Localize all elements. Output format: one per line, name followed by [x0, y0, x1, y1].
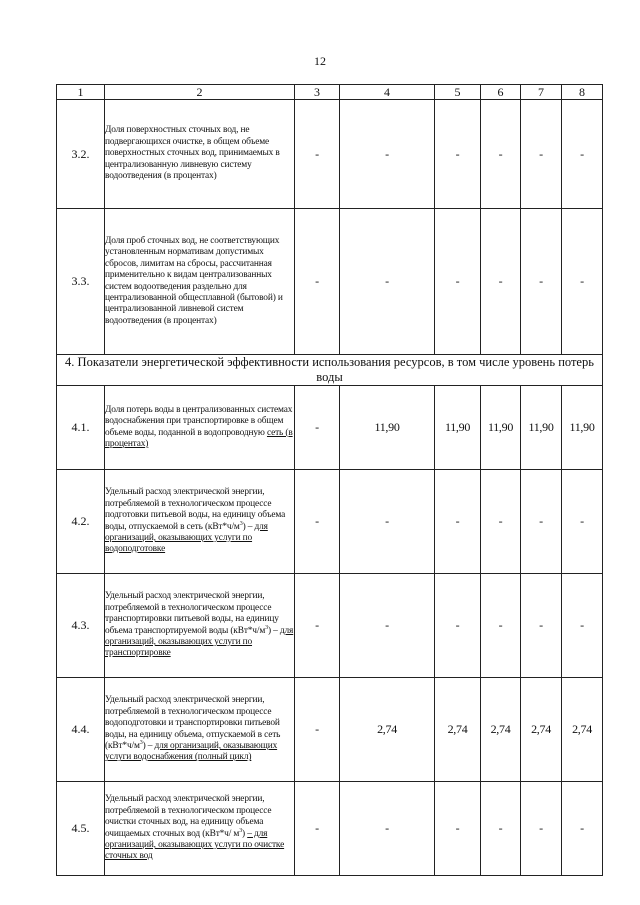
header-cell: 4: [340, 85, 435, 100]
row-number: 4.4.: [57, 678, 105, 782]
row-description: Доля поверхностных сточных вод, не подвергающихся очистке, в общем объеме поверхностных сточных вод, принимаемых в централизованную ливневую систему водоотведения (в процентах): [105, 100, 295, 209]
section-title: 4. Показатели энергетической эффективности использования ресурсов, в том числе уровень потерь воды: [57, 355, 603, 386]
value-cell: -: [435, 209, 481, 355]
value-cell: -: [481, 574, 521, 678]
superscript: 3: [265, 624, 268, 631]
table-row: [57, 574, 603, 678]
description-text: Удельный расход электрической энергии, потребляемой в технологическом процессе водоподготовки и транспортировки питьевой воды, на единицу объема, отпускаемой в сеть (кВт*ч/м: [105, 695, 281, 751]
value-cell: 2,74: [562, 678, 603, 782]
description-underlined: для организаций, оказывающих услуги по транспортировке: [105, 625, 294, 659]
row-number: 4.2.: [57, 470, 105, 574]
value-cell: -: [340, 470, 435, 574]
row-description: [105, 782, 295, 876]
value-cell: -: [562, 574, 603, 678]
row-number: 4.5.: [57, 782, 105, 876]
row-number: 4.1.: [57, 386, 105, 470]
description-text: ) –: [142, 740, 155, 751]
value-cell: -: [295, 782, 340, 876]
value-cell: -: [562, 470, 603, 574]
value-cell: -: [521, 574, 562, 678]
value-cell: -: [562, 100, 603, 209]
description-text: Удельный расход электрической энергии, потребляемой в технологическом процессе транспортировки питьевой воды, на единицу объема транспортируемой воды (кВт*ч/м: [105, 591, 279, 636]
header-cell: 8: [562, 85, 603, 100]
value-cell: -: [521, 209, 562, 355]
value-cell: -: [562, 209, 603, 355]
row-number: 3.2.: [57, 100, 105, 209]
value-cell: -: [481, 209, 521, 355]
section-row: [57, 355, 603, 386]
header-cell: 5: [435, 85, 481, 100]
description-text: Доля потерь воды в централизованных системах водоснабжения при транспортировке в общем объеме воды, поданной в водопроводную: [105, 404, 293, 438]
value-cell: -: [435, 470, 481, 574]
value-cell: -: [295, 678, 340, 782]
value-cell: -: [435, 100, 481, 209]
value-cell: -: [435, 574, 481, 678]
superscript: 3: [139, 739, 143, 746]
header-cell: 7: [521, 85, 562, 100]
description-underlined: сеть (в процентах): [105, 427, 293, 449]
value-cell: 2,74: [340, 678, 435, 782]
table-row: [57, 100, 603, 209]
description-underlined: – для организаций, оказывающих услуги по очистке сточных вод: [105, 828, 285, 862]
table-row: [57, 782, 603, 876]
description-text: Удельный расход электрической энергии, потребляемой в технологическом процессе подготовки питьевой воды, на единицу объема воды, отпускаемой в сеть (кВт*ч/м: [105, 487, 286, 532]
value-cell: -: [295, 470, 340, 574]
indicators-table: [56, 84, 603, 876]
value-cell: -: [435, 782, 481, 876]
value-cell: 2,74: [481, 678, 521, 782]
value-cell: -: [340, 209, 435, 355]
value-cell: 2,74: [521, 678, 562, 782]
header-cell: 3: [295, 85, 340, 100]
table-row: [57, 470, 603, 574]
table-row: [57, 209, 603, 355]
value-cell: -: [340, 574, 435, 678]
value-cell: -: [340, 100, 435, 209]
value-cell: -: [481, 100, 521, 209]
value-cell: 11,90: [562, 386, 603, 470]
header-cell: 2: [105, 85, 295, 100]
value-cell: -: [521, 470, 562, 574]
table-row: [57, 678, 603, 782]
value-cell: 11,90: [481, 386, 521, 470]
value-cell: -: [295, 209, 340, 355]
description-text: ) –: [242, 521, 255, 532]
description-text: ) –: [267, 625, 280, 636]
row-description: [105, 470, 295, 574]
value-cell: -: [295, 574, 340, 678]
value-cell: 11,90: [435, 386, 481, 470]
value-cell: 11,90: [340, 386, 435, 470]
description-text: ): [242, 828, 248, 839]
value-cell: -: [340, 782, 435, 876]
value-cell: -: [521, 782, 562, 876]
value-cell: 2,74: [435, 678, 481, 782]
row-description: Доля проб сточных вод, не соответствующих установленным нормативам допустимых сбросов, лимитам на сбросы, рассчитанная применительно к видам централизованных систем водоотведения раздельно для централизованной общесплавной (бытовой) и централизованной ливневой систем водоотведения (в процентах): [105, 209, 295, 355]
value-cell: -: [521, 100, 562, 209]
description-text: Удельный расход электрической энергии, потребляемой в технологическом процессе очистки сточных вод, на единицу объема очищаемых сточных вод (кВт*ч/ м: [105, 794, 272, 839]
value-cell: -: [481, 782, 521, 876]
value-cell: 11,90: [521, 386, 562, 470]
header-cell: 1: [57, 85, 105, 100]
value-cell: -: [295, 100, 340, 209]
description-underlined: для организаций, оказывающих услуги по водоподготовке: [105, 521, 268, 555]
page-number: 12: [314, 54, 326, 68]
row-number: 3.3.: [57, 209, 105, 355]
superscript: 3: [239, 827, 243, 834]
table-header-row: [57, 85, 603, 100]
superscript: 3: [239, 520, 243, 527]
value-cell: -: [295, 386, 340, 470]
value-cell: -: [481, 470, 521, 574]
row-description: [105, 386, 295, 470]
table-row: [57, 386, 603, 470]
row-number: 4.3.: [57, 574, 105, 678]
header-cell: 6: [481, 85, 521, 100]
value-cell: -: [562, 782, 603, 876]
row-description: [105, 574, 295, 678]
description-underlined: для организаций, оказывающих услуги водоснабжения (полный цикл): [105, 740, 278, 763]
row-description: [105, 678, 295, 782]
